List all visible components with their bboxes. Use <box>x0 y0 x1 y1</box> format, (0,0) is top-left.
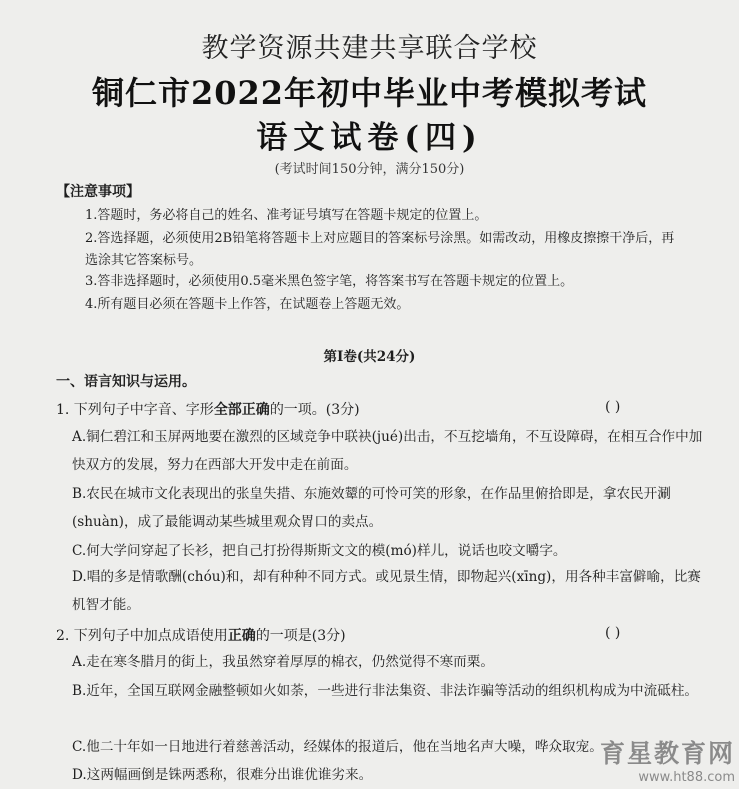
option-d: D.唱的多是情歌酬(chóu)和，却有种种不同方式。或见景生情，即物起兴(xīng)，用各种丰富僻喻，比赛机智才能。 <box>72 569 701 613</box>
option-d: D.这两幅画倒是铢两悉称，很难分出谁优谁劣来。 <box>72 767 373 783</box>
question-2-stem <box>56 625 696 645</box>
part-title: 一、语言知识与运用。 <box>56 374 196 390</box>
section-title: 第Ⅰ卷(共24分) <box>323 349 416 365</box>
question-1-stem <box>56 399 696 419</box>
watermark-url: www.ht88.com <box>638 770 735 785</box>
notice-item: 4.所有题目必须在答题卡上作答，在试题卷上答题无效。 <box>85 297 410 312</box>
option-a: A.走在寒冬腊月的街上，我虽然穿着厚厚的棉衣，仍然觉得不寒而栗。 <box>72 654 494 670</box>
option-a: A.铜仁碧江和玉屏两地要在激烈的区域竞争中联袂(jué)出击，不互挖墙角，不互设障碍，在相互合作中加快双方的发展，努力在西部大开发中走在前面。 <box>72 429 703 473</box>
exam-info: (考试时间150分钟，满分150分) <box>274 162 465 177</box>
answer-blank: ( ) <box>605 399 621 415</box>
answer-blank: ( ) <box>605 625 621 641</box>
exam-title: 铜仁市2022年初中毕业中考模拟考试 <box>91 74 648 112</box>
notice-heading: 【注意事项】 <box>56 184 140 200</box>
stem-text: 1. 下列句子中字音、字形 <box>56 402 214 418</box>
notice-item: 1.答题时，务必将自己的姓名、准考证号填写在答题卡规定的位置上。 <box>85 208 488 223</box>
stem-emphasis: 全部正确 <box>213 402 270 418</box>
option-c: C.何大学问穿起了长衫，把自己打扮得斯斯文文的模(mó)样儿，说话也咬文嚼字。 <box>72 543 567 559</box>
option-b: B.近年，全国互联网金融整顿如火如荼，一些进行非法集资、非法诈骗等活动的组织机构成为中流砥柱。 <box>72 683 699 699</box>
notice-item: 3.答非选择题时，必须使用0.5毫米黑色签字笔，将答案书写在答题卡规定的位置上。 <box>85 274 574 289</box>
watermark-logo <box>560 734 735 786</box>
stem-text: 的一项是(3分) <box>255 628 346 644</box>
option-b: B.农民在城市文化表现出的张皇失措、东施效颦的可怜可笑的形象，在作品里俯拾即是，拿农民开涮(shuàn)，成了最能调动某些城里观众胃口的卖点。 <box>72 486 671 530</box>
school-name: 教学资源共建共享联合学校 <box>201 33 538 64</box>
stem-text: 2. 下列句子中加点成语使用 <box>56 628 228 644</box>
paper-title: 语文试卷(四) <box>256 120 483 156</box>
notice-item: 2.答选择题，必须使用2B铅笔将答题卡上对应题目的答案标号涂黑。如需改动，用橡皮擦擦干净后，再选涂其它答案标号。 <box>85 231 675 268</box>
option-c: C.他二十年如一日地进行着慈善活动，经媒体的报道后，他在当地名声大噪，哗众取宠。 <box>72 739 603 755</box>
stem-emphasis: 正确 <box>227 628 256 644</box>
watermark-name: 育星教育网 <box>599 739 735 768</box>
stem-text: 的一项。(3分) <box>269 402 360 418</box>
